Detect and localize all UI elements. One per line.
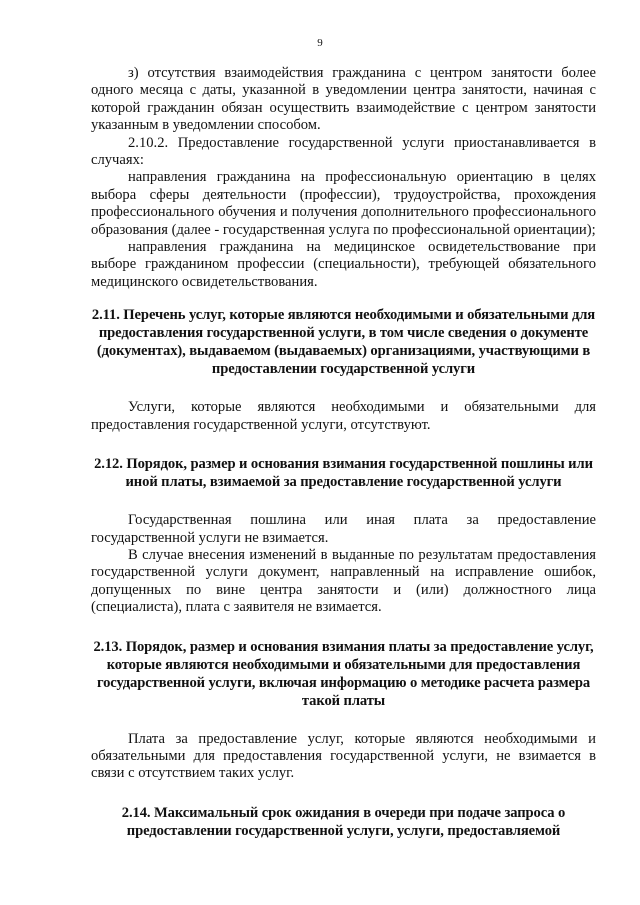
page-number: 9 — [317, 37, 323, 49]
paragraph-item-z: з) отсутствия взаимодействия гражданина с центром занятости более одного месяца с даты, указанной в уведомлении центра занятости, начиная с которой гражданин обязан осуществить взаимодействие с центром занятости указанным в уведомлении способом. — [91, 65, 596, 134]
section-text-2-13: Плата за предоставление услуг, которые являются необходимыми и обязательными для предоставления государственной услуги, не взимается в связи с отсутствием таких услуг. — [91, 730, 596, 782]
document-body — [91, 65, 596, 840]
section-heading-2-14: 2.14. Максимальный срок ожидания в очереди при подаче запроса о предоставлении государственной услуги, услуги, предоставляемой — [121, 804, 566, 839]
paragraph-medical-exam: направления гражданина на медицинское освидетельствование при выборе гражданином профессии (специальности), требующей обязательного медицинского освидетельствования. — [91, 239, 596, 290]
section-heading-2-13: 2.13. Порядок, размер и основания взимания платы за предоставление услуг, которые являются необходимыми и обязательными для предоставления государственной услуги, включая информацию о методике расчета размера такой платы — [93, 638, 594, 709]
section-text-2-12-b: В случае внесения изменений в выданные по результатам предоставления государственной услуги документ, направленный на исправление ошибок, допущенных по вине центра занятости и (или) должностного лица (специалиста), плата с заявителя не взимается. — [91, 546, 596, 616]
section-text-2-12-a: Государственная пошлина или иная плата за предоставление государственной услуги не взимается. — [91, 512, 596, 546]
section-text-2-11: Услуги, которые являются необходимыми и обязательными для предоставления государственной услуги, отсутствуют. — [91, 399, 596, 433]
section-heading-2-12: 2.12. Порядок, размер и основания взимания государственной пошлины или иной платы, взимаемой за предоставление государственной услуги — [94, 456, 593, 491]
section-heading-2-11: 2.11. Перечень услуг, которые являются необходимыми и обязательными для предоставления государственной услуги, в том числе сведения о документе (документах), выдаваемом (выдаваемых) организациями, участвующими в предоставлении государственной услуги — [91, 307, 596, 378]
paragraph-2-10-2: 2.10.2. Предоставление государственной услуги приостанавливается в случаях: — [91, 134, 596, 169]
paragraph-career-guidance: направления гражданина на профессиональную ориентацию в целях выбора сферы деятельности (профессии), трудоустройства, прохождения профессионального обучения и получения дополнительного профессионального образования (далее - государственная услуга по профессиональной ориентации); — [91, 169, 596, 238]
